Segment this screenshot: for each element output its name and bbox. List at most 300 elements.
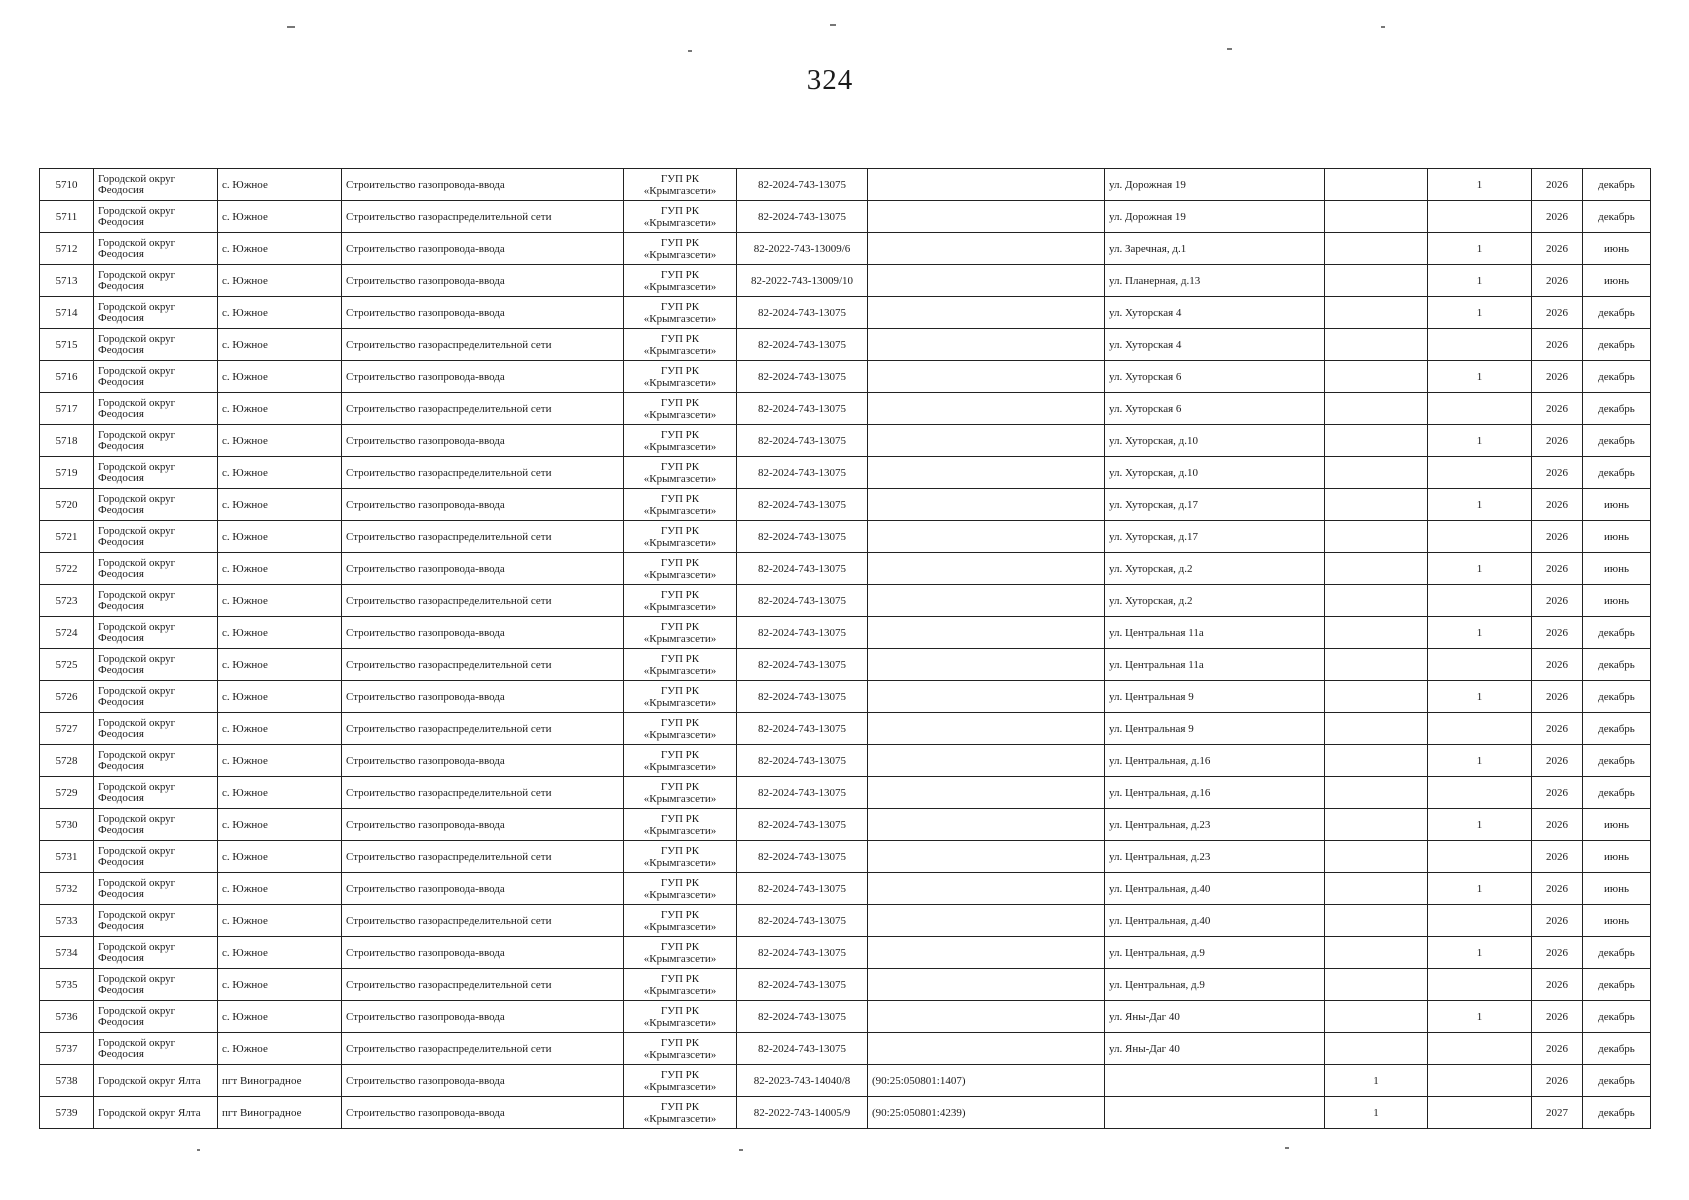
table-row [40, 809, 1651, 841]
count-cell [1428, 585, 1532, 617]
address-cell: ул. Центральная, д.9 [1105, 969, 1325, 1001]
district-cell: Городской округ Феодосия [94, 777, 218, 809]
year-cell: 2026 [1532, 521, 1583, 553]
count-cell [1325, 841, 1428, 873]
address-cell: ул. Центральная, д.23 [1105, 841, 1325, 873]
program-code-cell: 82-2024-743-13075 [737, 713, 868, 745]
program-code-cell: 82-2022-743-14005/9 [737, 1097, 868, 1129]
row-number: 5732 [40, 873, 94, 905]
year-cell: 2026 [1532, 1001, 1583, 1033]
month-cell: декабрь [1583, 617, 1651, 649]
district-cell: Городской округ Ялта [94, 1065, 218, 1097]
row-number: 5715 [40, 329, 94, 361]
month-cell: декабрь [1583, 937, 1651, 969]
district-cell: Городской округ Феодосия [94, 585, 218, 617]
month-cell: декабрь [1583, 713, 1651, 745]
organization-cell: ГУП РК «Крымгазсети» [624, 1097, 737, 1129]
address-cell: ул. Яны-Даг 40 [1105, 1033, 1325, 1065]
count-cell [1428, 1033, 1532, 1065]
count-cell [1325, 329, 1428, 361]
table-row [40, 617, 1651, 649]
address-cell: ул. Центральная, д.16 [1105, 777, 1325, 809]
settlement-cell: с. Южное [218, 905, 342, 937]
table-row [40, 873, 1651, 905]
organization-cell: ГУП РК «Крымгазсети» [624, 617, 737, 649]
work-type-cell: Строительство газопровода-ввода [342, 553, 624, 585]
month-cell: декабрь [1583, 361, 1651, 393]
count-cell [1428, 649, 1532, 681]
work-type-cell: Строительство газопровода-ввода [342, 297, 624, 329]
address-cell: ул. Заречная, д.1 [1105, 233, 1325, 265]
month-cell: декабрь [1583, 969, 1651, 1001]
program-code-cell: 82-2024-743-13075 [737, 617, 868, 649]
cadastral-number-cell [868, 905, 1105, 937]
organization-cell: ГУП РК «Крымгазсети» [624, 841, 737, 873]
district-cell: Городской округ Феодосия [94, 649, 218, 681]
table-row [40, 713, 1651, 745]
month-cell: декабрь [1583, 393, 1651, 425]
row-number: 5727 [40, 713, 94, 745]
month-cell: июнь [1583, 233, 1651, 265]
program-code-cell: 82-2024-743-13075 [737, 905, 868, 937]
program-code-cell: 82-2024-743-13075 [737, 873, 868, 905]
program-code-cell: 82-2024-743-13075 [737, 745, 868, 777]
month-cell: июнь [1583, 489, 1651, 521]
count-cell [1428, 329, 1532, 361]
organization-cell: ГУП РК «Крымгазсети» [624, 297, 737, 329]
organization-cell: ГУП РК «Крымгазсети» [624, 1065, 737, 1097]
work-type-cell: Строительство газопровода-ввода [342, 233, 624, 265]
year-cell: 2026 [1532, 393, 1583, 425]
table-row [40, 1097, 1651, 1129]
year-cell: 2026 [1532, 585, 1583, 617]
cadastral-number-cell [868, 745, 1105, 777]
table-row [40, 265, 1651, 297]
work-type-cell: Строительство газораспределительной сети [342, 905, 624, 937]
count-cell [1325, 489, 1428, 521]
district-cell: Городской округ Феодосия [94, 457, 218, 489]
table-row [40, 425, 1651, 457]
month-cell: декабрь [1583, 1001, 1651, 1033]
program-code-cell: 82-2024-743-13075 [737, 361, 868, 393]
row-number: 5735 [40, 969, 94, 1001]
settlement-cell: с. Южное [218, 1033, 342, 1065]
count-cell [1325, 873, 1428, 905]
month-cell: июнь [1583, 873, 1651, 905]
district-cell: Городской округ Феодосия [94, 969, 218, 1001]
year-cell: 2026 [1532, 1065, 1583, 1097]
month-cell: июнь [1583, 841, 1651, 873]
program-code-cell: 82-2024-743-13075 [737, 489, 868, 521]
row-number: 5719 [40, 457, 94, 489]
year-cell: 2026 [1532, 553, 1583, 585]
row-number: 5728 [40, 745, 94, 777]
month-cell: июнь [1583, 521, 1651, 553]
district-cell: Городской округ Феодосия [94, 425, 218, 457]
district-cell: Городской округ Феодосия [94, 329, 218, 361]
district-cell: Городской округ Феодосия [94, 937, 218, 969]
table-row [40, 393, 1651, 425]
year-cell: 2026 [1532, 713, 1583, 745]
count-cell [1325, 425, 1428, 457]
count-cell [1325, 553, 1428, 585]
table-row [40, 745, 1651, 777]
program-code-cell: 82-2024-743-13075 [737, 393, 868, 425]
cadastral-number-cell [868, 425, 1105, 457]
settlement-cell: с. Южное [218, 393, 342, 425]
year-cell: 2026 [1532, 777, 1583, 809]
organization-cell: ГУП РК «Крымгазсети» [624, 521, 737, 553]
count-cell [1428, 1065, 1532, 1097]
address-cell: ул. Дорожная 19 [1105, 169, 1325, 201]
count-cell [1428, 905, 1532, 937]
cadastral-number-cell [868, 1001, 1105, 1033]
district-cell: Городской округ Феодосия [94, 745, 218, 777]
count-cell: 1 [1428, 169, 1532, 201]
scan-speck [1285, 1147, 1289, 1149]
count-cell [1325, 1001, 1428, 1033]
row-number: 5716 [40, 361, 94, 393]
program-code-cell: 82-2024-743-13075 [737, 681, 868, 713]
address-cell: ул. Хуторская 6 [1105, 361, 1325, 393]
count-cell: 1 [1428, 937, 1532, 969]
work-type-cell: Строительство газопровода-ввода [342, 425, 624, 457]
district-cell: Городской округ Феодосия [94, 521, 218, 553]
organization-cell: ГУП РК «Крымгазсети» [624, 745, 737, 777]
organization-cell: ГУП РК «Крымгазсети» [624, 233, 737, 265]
organization-cell: ГУП РК «Крымгазсети» [624, 585, 737, 617]
organization-cell: ГУП РК «Крымгазсети» [624, 425, 737, 457]
count-cell [1325, 457, 1428, 489]
row-number: 5724 [40, 617, 94, 649]
address-cell: ул. Дорожная 19 [1105, 201, 1325, 233]
year-cell: 2026 [1532, 489, 1583, 521]
program-code-cell: 82-2024-743-13075 [737, 841, 868, 873]
work-type-cell: Строительство газораспределительной сети [342, 649, 624, 681]
organization-cell: ГУП РК «Крымгазсети» [624, 457, 737, 489]
settlement-cell: с. Южное [218, 169, 342, 201]
table-row [40, 681, 1651, 713]
row-number: 5720 [40, 489, 94, 521]
address-cell: ул. Центральная, д.40 [1105, 873, 1325, 905]
row-number: 5730 [40, 809, 94, 841]
organization-cell: ГУП РК «Крымгазсети» [624, 1033, 737, 1065]
address-cell: ул. Центральная, д.16 [1105, 745, 1325, 777]
settlement-cell: с. Южное [218, 681, 342, 713]
settlement-cell: с. Южное [218, 745, 342, 777]
work-type-cell: Строительство газораспределительной сети [342, 713, 624, 745]
table-row [40, 649, 1651, 681]
cadastral-number-cell [868, 361, 1105, 393]
settlement-cell: с. Южное [218, 265, 342, 297]
count-cell [1325, 201, 1428, 233]
address-cell: ул. Яны-Даг 40 [1105, 1001, 1325, 1033]
year-cell: 2026 [1532, 841, 1583, 873]
cadastral-number-cell [868, 873, 1105, 905]
cadastral-number-cell [868, 969, 1105, 1001]
work-type-cell: Строительство газопровода-ввода [342, 745, 624, 777]
count-cell [1325, 649, 1428, 681]
settlement-cell: с. Южное [218, 201, 342, 233]
district-cell: Городской округ Феодосия [94, 873, 218, 905]
organization-cell: ГУП РК «Крымгазсети» [624, 1001, 737, 1033]
program-code-cell: 82-2024-743-13075 [737, 777, 868, 809]
work-type-cell: Строительство газораспределительной сети [342, 329, 624, 361]
table-row [40, 329, 1651, 361]
cadastral-number-cell [868, 489, 1105, 521]
work-type-cell: Строительство газораспределительной сети [342, 521, 624, 553]
organization-cell: ГУП РК «Крымгазсети» [624, 969, 737, 1001]
row-number: 5712 [40, 233, 94, 265]
page-number: 324 [806, 64, 854, 96]
count-cell [1325, 393, 1428, 425]
table-row [40, 553, 1651, 585]
settlement-cell: с. Южное [218, 329, 342, 361]
organization-cell: ГУП РК «Крымгазсети» [624, 393, 737, 425]
count-cell [1325, 1033, 1428, 1065]
year-cell: 2026 [1532, 457, 1583, 489]
settlement-cell: с. Южное [218, 873, 342, 905]
address-cell: ул. Планерная, д.13 [1105, 265, 1325, 297]
settlement-cell: с. Южное [218, 649, 342, 681]
work-type-cell: Строительство газопровода-ввода [342, 1001, 624, 1033]
district-cell: Городской округ Феодосия [94, 265, 218, 297]
row-number: 5729 [40, 777, 94, 809]
address-cell: ул. Центральная, д.40 [1105, 905, 1325, 937]
year-cell: 2026 [1532, 809, 1583, 841]
program-code-cell: 82-2024-743-13075 [737, 425, 868, 457]
address-cell: ул. Центральная 11а [1105, 617, 1325, 649]
month-cell: декабрь [1583, 457, 1651, 489]
settlement-cell: пгт Виноградное [218, 1097, 342, 1129]
table-row [40, 233, 1651, 265]
cadastral-number-cell [868, 681, 1105, 713]
count-cell [1428, 969, 1532, 1001]
table-row [40, 969, 1651, 1001]
program-code-cell: 82-2024-743-13075 [737, 809, 868, 841]
row-number: 5713 [40, 265, 94, 297]
program-code-cell: 82-2024-743-13075 [737, 169, 868, 201]
cadastral-number-cell: (90:25:050801:4239) [868, 1097, 1105, 1129]
organization-cell: ГУП РК «Крымгазсети» [624, 649, 737, 681]
year-cell: 2026 [1532, 905, 1583, 937]
district-cell: Городской округ Феодосия [94, 1001, 218, 1033]
cadastral-number-cell [868, 809, 1105, 841]
organization-cell: ГУП РК «Крымгазсети» [624, 169, 737, 201]
row-number: 5731 [40, 841, 94, 873]
settlement-cell: с. Южное [218, 841, 342, 873]
work-type-cell: Строительство газораспределительной сети [342, 201, 624, 233]
count-cell [1428, 841, 1532, 873]
month-cell: декабрь [1583, 297, 1651, 329]
year-cell: 2027 [1532, 1097, 1583, 1129]
work-type-cell: Строительство газораспределительной сети [342, 969, 624, 1001]
cadastral-number-cell [868, 457, 1105, 489]
count-cell [1428, 393, 1532, 425]
month-cell: июнь [1583, 905, 1651, 937]
count-cell: 1 [1428, 1001, 1532, 1033]
program-code-cell: 82-2024-743-13075 [737, 969, 868, 1001]
program-code-cell: 82-2024-743-13075 [737, 1033, 868, 1065]
organization-cell: ГУП РК «Крымгазсети» [624, 489, 737, 521]
cadastral-number-cell [868, 1033, 1105, 1065]
settlement-cell: с. Южное [218, 937, 342, 969]
year-cell: 2026 [1532, 969, 1583, 1001]
district-cell: Городской округ Феодосия [94, 553, 218, 585]
district-cell: Городской округ Феодосия [94, 393, 218, 425]
work-type-cell: Строительство газопровода-ввода [342, 1065, 624, 1097]
count-cell [1325, 681, 1428, 713]
year-cell: 2026 [1532, 201, 1583, 233]
program-code-cell: 82-2024-743-13075 [737, 457, 868, 489]
program-code-cell: 82-2024-743-13075 [737, 201, 868, 233]
row-number: 5710 [40, 169, 94, 201]
program-code-cell: 82-2024-743-13075 [737, 585, 868, 617]
district-cell: Городской округ Феодосия [94, 905, 218, 937]
settlement-cell: с. Южное [218, 969, 342, 1001]
month-cell: декабрь [1583, 1065, 1651, 1097]
work-type-cell: Строительство газопровода-ввода [342, 681, 624, 713]
count-cell [1325, 777, 1428, 809]
organization-cell: ГУП РК «Крымгазсети» [624, 873, 737, 905]
count-cell: 1 [1325, 1065, 1428, 1097]
count-cell [1325, 521, 1428, 553]
organization-cell: ГУП РК «Крымгазсети» [624, 681, 737, 713]
row-number: 5737 [40, 1033, 94, 1065]
cadastral-number-cell [868, 297, 1105, 329]
program-code-cell: 82-2024-743-13075 [737, 649, 868, 681]
row-number: 5734 [40, 937, 94, 969]
data-table [39, 168, 1650, 1129]
organization-cell: ГУП РК «Крымгазсети» [624, 329, 737, 361]
program-code-cell: 82-2024-743-13075 [737, 1001, 868, 1033]
row-number: 5714 [40, 297, 94, 329]
count-cell: 1 [1428, 233, 1532, 265]
district-cell: Городской округ Феодосия [94, 681, 218, 713]
cadastral-number-cell [868, 553, 1105, 585]
work-type-cell: Строительство газораспределительной сети [342, 1033, 624, 1065]
year-cell: 2026 [1532, 361, 1583, 393]
table-row [40, 201, 1651, 233]
row-number: 5725 [40, 649, 94, 681]
address-cell: ул. Центральная 9 [1105, 713, 1325, 745]
count-cell [1325, 937, 1428, 969]
count-cell [1325, 233, 1428, 265]
settlement-cell: с. Южное [218, 489, 342, 521]
work-type-cell: Строительство газопровода-ввода [342, 873, 624, 905]
row-number: 5711 [40, 201, 94, 233]
row-number: 5726 [40, 681, 94, 713]
organization-cell: ГУП РК «Крымгазсети» [624, 361, 737, 393]
count-cell: 1 [1428, 617, 1532, 649]
count-cell [1325, 617, 1428, 649]
organization-cell: ГУП РК «Крымгазсети» [624, 809, 737, 841]
address-cell: ул. Центральная 11а [1105, 649, 1325, 681]
settlement-cell: с. Южное [218, 521, 342, 553]
address-cell: ул. Хуторская, д.10 [1105, 425, 1325, 457]
address-cell: ул. Хуторская, д.17 [1105, 521, 1325, 553]
table-row [40, 585, 1651, 617]
program-code-cell: 82-2022-743-13009/10 [737, 265, 868, 297]
table-row [40, 841, 1651, 873]
row-number: 5721 [40, 521, 94, 553]
cadastral-number-cell [868, 521, 1105, 553]
organization-cell: ГУП РК «Крымгазсети» [624, 265, 737, 297]
settlement-cell: с. Южное [218, 425, 342, 457]
row-number: 5736 [40, 1001, 94, 1033]
row-number: 5717 [40, 393, 94, 425]
program-code-cell: 82-2024-743-13075 [737, 297, 868, 329]
cadastral-number-cell [868, 169, 1105, 201]
address-cell: ул. Центральная, д.23 [1105, 809, 1325, 841]
address-cell: ул. Хуторская, д.17 [1105, 489, 1325, 521]
cadastral-number-cell [868, 585, 1105, 617]
organization-cell: ГУП РК «Крымгазсети» [624, 905, 737, 937]
table-row [40, 361, 1651, 393]
month-cell: июнь [1583, 265, 1651, 297]
count-cell [1325, 169, 1428, 201]
work-type-cell: Строительство газопровода-ввода [342, 489, 624, 521]
organization-cell: ГУП РК «Крымгазсети» [624, 713, 737, 745]
settlement-cell: с. Южное [218, 553, 342, 585]
organization-cell: ГУП РК «Крымгазсети» [624, 937, 737, 969]
count-cell: 1 [1428, 681, 1532, 713]
scan-speck [197, 1149, 200, 1151]
organization-cell: ГУП РК «Крымгазсети» [624, 777, 737, 809]
month-cell: июнь [1583, 553, 1651, 585]
program-code-cell: 82-2024-743-13075 [737, 553, 868, 585]
cadastral-number-cell [868, 649, 1105, 681]
count-cell [1428, 457, 1532, 489]
count-cell [1428, 521, 1532, 553]
cadastral-number-cell [868, 841, 1105, 873]
address-cell: ул. Хуторская 4 [1105, 297, 1325, 329]
work-type-cell: Строительство газопровода-ввода [342, 265, 624, 297]
count-cell: 1 [1428, 297, 1532, 329]
count-cell [1325, 905, 1428, 937]
district-cell: Городской округ Феодосия [94, 841, 218, 873]
count-cell [1325, 809, 1428, 841]
address-cell: ул. Центральная, д.9 [1105, 937, 1325, 969]
organization-cell: ГУП РК «Крымгазсети» [624, 553, 737, 585]
month-cell: декабрь [1583, 681, 1651, 713]
month-cell: декабрь [1583, 1033, 1651, 1065]
month-cell: декабрь [1583, 425, 1651, 457]
address-cell: ул. Хуторская, д.2 [1105, 553, 1325, 585]
year-cell: 2026 [1532, 937, 1583, 969]
count-cell [1428, 713, 1532, 745]
work-type-cell: Строительство газораспределительной сети [342, 841, 624, 873]
district-cell: Городской округ Феодосия [94, 201, 218, 233]
work-type-cell: Строительство газопровода-ввода [342, 1097, 624, 1129]
scan-speck [1227, 48, 1232, 50]
table-row [40, 457, 1651, 489]
table-row [40, 1065, 1651, 1097]
address-cell [1105, 1065, 1325, 1097]
cadastral-number-cell [868, 617, 1105, 649]
count-cell [1325, 361, 1428, 393]
settlement-cell: с. Южное [218, 457, 342, 489]
district-cell: Городской округ Феодосия [94, 1033, 218, 1065]
settlement-cell: с. Южное [218, 777, 342, 809]
district-cell: Городской округ Феодосия [94, 297, 218, 329]
organization-cell: ГУП РК «Крымгазсети» [624, 201, 737, 233]
year-cell: 2026 [1532, 649, 1583, 681]
scan-speck [1381, 26, 1385, 28]
work-type-cell: Строительство газопровода-ввода [342, 169, 624, 201]
address-cell: ул. Хуторская 6 [1105, 393, 1325, 425]
work-type-cell: Строительство газопровода-ввода [342, 617, 624, 649]
